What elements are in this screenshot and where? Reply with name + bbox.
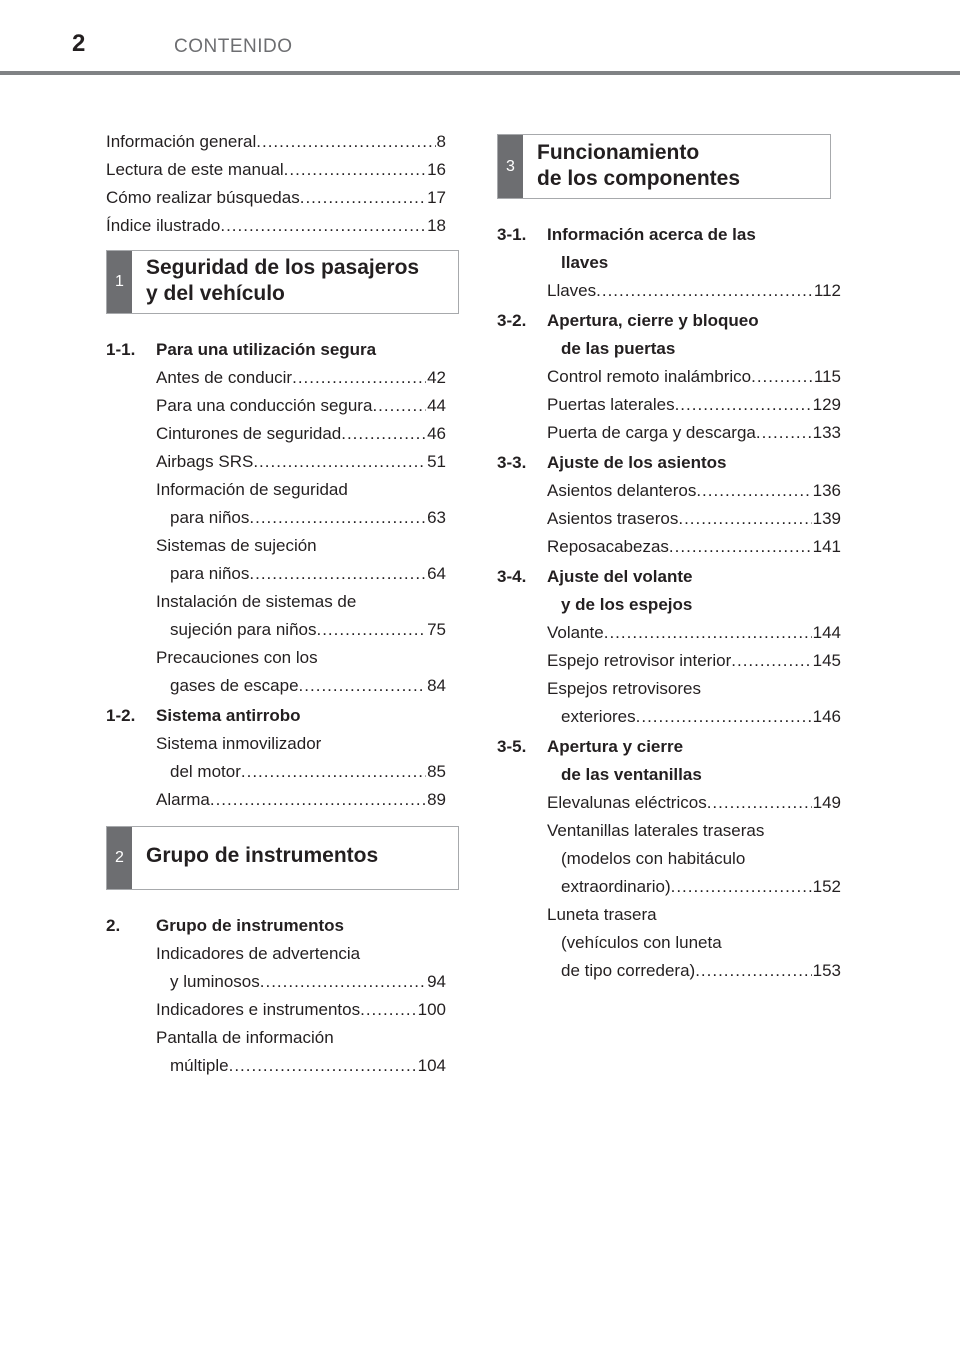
toc-entry[interactable]: Asientos delanteros ..... 136	[547, 477, 841, 505]
section-2	[106, 912, 446, 1080]
chapter-title: Grupo de instrumentos	[146, 844, 379, 867]
toc-entry[interactable]: Antes de conducir ..... 42	[156, 364, 446, 392]
toc-entry[interactable]: Alarma ..... 89	[156, 786, 446, 814]
toc-entry[interactable]: Puerta de carga y descarga ..... 133	[547, 419, 841, 447]
toc-entry[interactable]: Llaves ..... 112	[547, 277, 841, 305]
chapter-title: Funcionamiento de los componentes	[537, 141, 741, 190]
section-items	[547, 363, 841, 447]
toc-entry[interactable]: Sistemas de sujeción para niños ..... 64	[156, 532, 446, 588]
section-items	[547, 277, 841, 305]
toc-entry[interactable]: Volante ..... 144	[547, 619, 841, 647]
chapter-3-heading[interactable]	[497, 134, 831, 199]
toc-entry[interactable]: Airbags SRS ..... 51	[156, 448, 446, 476]
toc-entry[interactable]: Cinturones de seguridad ..... 46	[156, 420, 446, 448]
toc-entry[interactable]: Reposacabezas ..... 141	[547, 533, 841, 561]
toc-entry[interactable]: Indicadores e instrumentos ..... 100	[156, 996, 446, 1024]
section-heading: 1-2. Sistema antirrobo	[106, 706, 301, 725]
toc-entry[interactable]: Sistema inmovilizador del motor ..... 85	[156, 730, 446, 786]
toc-entry[interactable]: Lectura de este manual ..... 16	[106, 156, 446, 184]
header-rule	[0, 71, 960, 75]
section-heading: 2. Grupo de instrumentos	[106, 916, 344, 935]
chapter-tab: 3	[498, 135, 523, 198]
toc-left-column	[106, 128, 446, 1080]
section-items	[547, 477, 841, 561]
page-number: 2	[72, 30, 86, 57]
chapter-2-heading[interactable]	[106, 826, 459, 890]
toc-right-column	[497, 134, 841, 985]
chapter-tab: 2	[107, 827, 132, 889]
section-heading: 3-1. Información acerca de las llaves	[497, 225, 756, 272]
section-3-3	[497, 449, 841, 561]
toc-entry[interactable]: Instalación de sistemas de sujeción para niños ..... 75	[156, 588, 446, 644]
section-1-2	[106, 702, 446, 814]
toc-entry[interactable]: Asientos traseros ..... 139	[547, 505, 841, 533]
section-3-4	[497, 563, 841, 731]
toc-entry[interactable]: Elevalunas eléctricos ..... 149	[547, 789, 841, 817]
toc-entry[interactable]: Luneta trasera (vehículos con luneta de tipo corredera) ..... 153	[547, 901, 841, 985]
toc-entry[interactable]: Puertas laterales ..... 129	[547, 391, 841, 419]
section-heading: 3-4. Ajuste del volante y de los espejos	[497, 567, 693, 614]
section-3-1	[497, 221, 841, 305]
section-items	[547, 789, 841, 985]
header-title: CONTENIDO	[174, 36, 293, 57]
section-heading: 3-3. Ajuste de los asientos	[497, 453, 727, 472]
toc-entry[interactable]: Para una conducción segura ..... 44	[156, 392, 446, 420]
section-3-2	[497, 307, 841, 447]
toc-entry[interactable]: Información general ..... 8	[106, 128, 446, 156]
toc-entry[interactable]: Cómo realizar búsquedas ..... 17	[106, 184, 446, 212]
section-heading: 3-5. Apertura y cierre de las ventanillas	[497, 737, 702, 784]
page-header	[0, 0, 960, 76]
section-heading: 1-1. Para una utilización segura	[106, 340, 377, 359]
toc-entry[interactable]: Espejos retrovisores exteriores ..... 146	[547, 675, 841, 731]
toc-entry[interactable]: Espejo retrovisor interior ..... 145	[547, 647, 841, 675]
intro-list	[106, 128, 446, 240]
section-items	[156, 940, 446, 1080]
section-items	[156, 730, 446, 814]
section-1-1	[106, 336, 446, 700]
section-3-5	[497, 733, 841, 985]
toc-entry[interactable]: Índice ilustrado ..... 18	[106, 212, 446, 240]
toc-entry[interactable]: Ventanillas laterales traseras (modelos con habitáculo extraordinario) ..... 152	[547, 817, 841, 901]
toc-entry[interactable]: Información de seguridad para niños ..... 63	[156, 476, 446, 532]
section-items	[156, 364, 446, 700]
toc-entry[interactable]: Precauciones con los gases de escape ..... 84	[156, 644, 446, 700]
section-heading: 3-2. Apertura, cierre y bloqueo de las puertas	[497, 311, 759, 358]
toc-entry[interactable]: Pantalla de información múltiple ..... 104	[156, 1024, 446, 1080]
toc-entry[interactable]: Control remoto inalámbrico ..... 115	[547, 363, 841, 391]
chapter-tab: 1	[107, 251, 132, 313]
section-items	[547, 619, 841, 731]
chapter-title: Seguridad de los pasajeros y del vehículo	[146, 256, 420, 305]
toc-entry[interactable]: Indicadores de advertencia y luminosos ..... 94	[156, 940, 446, 996]
chapter-1-heading[interactable]	[106, 250, 459, 314]
